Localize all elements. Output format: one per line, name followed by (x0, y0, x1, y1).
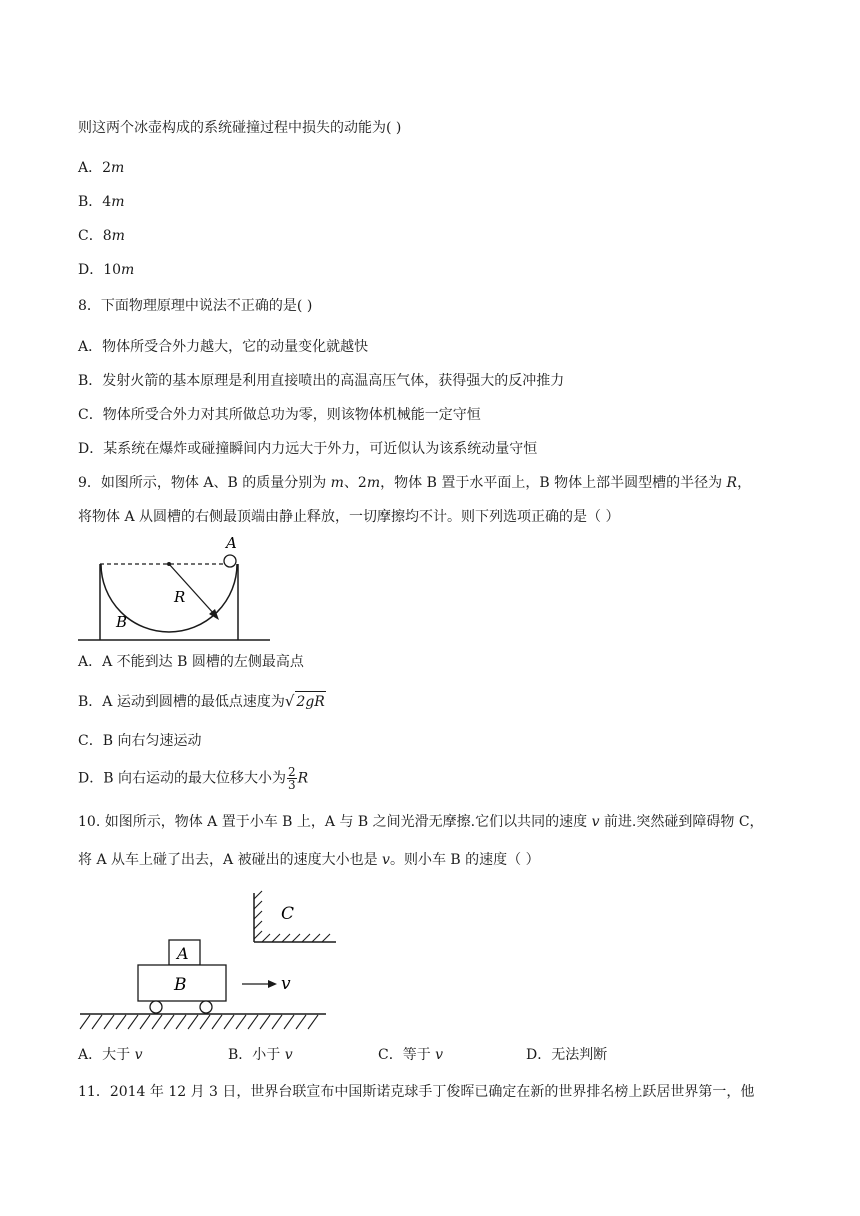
q7-option-c: C．8m (78, 228, 125, 244)
q9-option-a: A．A 不能到达 B 圆槽的左侧最高点 (78, 654, 304, 670)
q10-option-a: A．大于 v (78, 1047, 143, 1063)
q8-stem: 8．下面物理原理中说法不正确的是( ) (78, 298, 313, 314)
q10-option-d: D．无法判断 (526, 1047, 608, 1063)
q10-figure (76, 885, 336, 1033)
q9-stem-line2: 将物体 A 从圆槽的右侧最顶端由静止释放，一切摩擦均不计。则下列选项正确的是（ ） (78, 509, 620, 525)
q10-label-v: v (281, 974, 291, 994)
q9-option-c: C．B 向右匀速运动 (78, 733, 202, 749)
q10-label-b: B (174, 975, 187, 995)
q10-option-c: C．等于 v (378, 1047, 444, 1063)
q9-option-b: B．A 运动到圆槽的最低点速度为√ 2gR (78, 692, 325, 710)
q8-option-d: D．某系统在爆炸或碰撞瞬间内力远大于外力，可近似认为该系统动量守恒 (78, 441, 538, 457)
q10-label-c: C (281, 904, 295, 924)
q8-option-a: A．物体所受合外力越大，它的动量变化就越快 (78, 339, 369, 355)
q9-label-r: R (174, 588, 186, 606)
q9-label-a: A (226, 534, 237, 552)
q7-option-a: A．2m (78, 160, 125, 176)
q8-option-b: B．发射火箭的基本原理是利用直接喷出的高温高压气体，获得强大的反冲推力 (78, 373, 565, 389)
q11-stem: 11．2014 年 12 月 3 日，世界台联宣布中国斯诺克球手丁俊晖已确定在新的世界排名榜上跃居世界第一，他 (78, 1084, 755, 1100)
q9-stem-line1: 9．如图所示，物体 A、B 的质量分别为 m、2m，物体 B 置于水平面上，B 物体上部半圆型槽的半径为 R， (78, 475, 752, 491)
q10-options (78, 1045, 778, 1065)
q10-stem-line1: 10. 如图所示，物体 A 置于小车 B 上，A 与 B 之间光滑无摩擦.它们以共同的速度 v 前进.突然碰到障碍物 C， (78, 814, 764, 830)
q9-option-d: D．B 向右运动的最大位移大小为 $\frac{2}{3}$ R (78, 765, 309, 792)
q7-option-d: D．10m (78, 262, 135, 278)
q8-emphasis: 不 (226, 298, 241, 314)
q10-stem-line2: 将 A 从车上碰了出去，A 被碰出的速度大小也是 v。则小车 B 的速度（ ） (78, 852, 540, 868)
q10-option-b: B．小于 v (228, 1047, 293, 1063)
q8-option-c: C．物体所受合外力对其所做总功为零，则该物体机械能一定守恒 (78, 407, 481, 423)
q9-label-b: B (116, 613, 128, 631)
q9-figure (78, 530, 273, 645)
q10-label-a: A (177, 944, 189, 963)
q7-option-b: B．4m (78, 194, 125, 210)
q7-stem: 则这两个冰壶构成的系统碰撞过程中损失的动能为( ) (78, 120, 402, 136)
